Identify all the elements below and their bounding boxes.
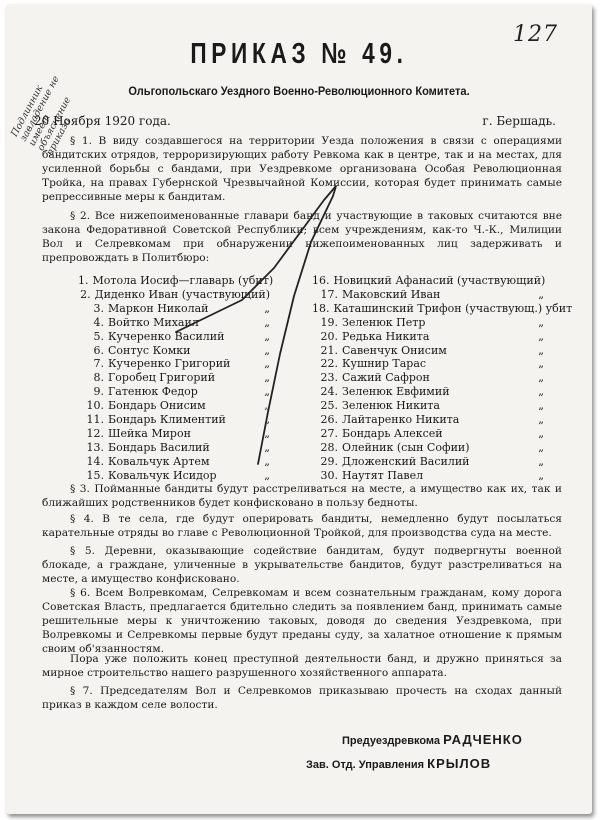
wanted-person-number: 2. [80,287,91,301]
wanted-person-name: Новицкий Афанасий (участвующий) [333,274,546,287]
wanted-person-row [312,413,562,427]
ditto-mark [273,274,291,288]
ditto-mark: „ [264,329,270,343]
ditto-mark: „ [538,468,544,482]
order-place: г. Бершадь. [482,114,556,128]
wanted-person-name: Дложенский Василий [342,454,470,468]
wanted-person-number: 4. [93,315,104,329]
wanted-person-name: Горобец Григорий [108,371,216,385]
wanted-person-name: Бондарь Алексей [342,426,443,440]
wanted-person-row [312,274,562,288]
wanted-person-number: 18. [312,301,330,315]
wanted-person-number: 15. [86,468,104,482]
wanted-person-number: 6. [93,343,104,357]
wanted-person-row [312,427,562,441]
wanted-person-name: Редька Никита [342,329,430,343]
wanted-person-row [78,344,288,358]
wanted-list-right [312,274,573,483]
wanted-person-row [312,330,562,344]
wanted-person-number: 26. [320,413,338,427]
ditto-mark: „ [538,343,544,357]
wanted-person-number: 24. [320,385,338,399]
ditto-mark: „ [264,385,270,399]
wanted-person-number: 21. [320,343,338,357]
wanted-person-name: Сонтус Комки [108,343,191,357]
wanted-person-row [312,469,562,483]
wanted-person-number: 13. [86,440,104,454]
ditto-mark: „ [264,399,270,413]
wanted-person-name: Зеленюк Никита [342,399,440,413]
paragraph-7: § 7. Председателям Вол и Селревкомов приказываю прочесть на сходах данный приказ в каждом селе волости. [42,685,562,711]
paragraph-5: § 5. Деревни, оказывающие содействие бандитам, будут подвергнуты военной блокаде, а граждане, уличенные в укрывательстве бандитов, будут разстреливаться на месте, а имущество конфисковано. [42,545,562,585]
wanted-person-row [78,302,288,316]
wanted-person-name: Ковальчук Артем [108,454,210,468]
signature-chairman-role: Предуездревкома [342,735,441,747]
wanted-person-row [312,441,562,455]
ditto-mark: „ [538,399,544,413]
wanted-person-name: Гатенюк Федор [108,385,198,399]
wanted-person-row [312,316,562,330]
wanted-person-number: 28. [320,440,338,454]
ditto-mark [545,274,563,288]
wanted-person-name: Олейник (сын Софии) [342,440,470,454]
wanted-person-name: Каташинский Трифон (участвующ.) убит [333,301,573,315]
wanted-person-number: 17. [320,287,338,301]
wanted-person-name: Зеленюк Петр [342,315,426,329]
wanted-person-row [78,469,288,483]
wanted-person-name: Бондарь Василий [108,440,210,454]
wanted-person-row [312,385,562,399]
wanted-person-row [312,288,562,302]
paragraph-4: § 4. В те села, где будут оперировать бандиты, немедленно будут посылаться карательные отряды во главе с Революционной Тройкой, для производства суда на месте. [42,513,562,539]
ditto-mark: „ [264,301,270,315]
ditto-mark: „ [264,440,270,454]
wanted-person-row [78,316,288,330]
wanted-person-row [312,455,562,469]
wanted-person-name: Кучеренко Василий [108,329,225,343]
wanted-person-name: Кушнир Тарас [342,357,427,371]
ditto-mark: „ [264,426,270,440]
wanted-person-row [78,385,288,399]
paragraph-6: § 6. Всем Волревкомам, Селревкомам и всем сознательным гражданам, кому дорога Советская Власть, предлагается бдительно следить за появлением банд, принимать самые решительные меры к уничтожению таковых, доводя до сведения Уездревкома, при Волревкомы и Селревкомы первые будут преданы суду, за халатное отношение к прямым своим об'язанностям. [42,587,562,655]
ditto-mark: „ [538,454,544,468]
wanted-person-number: 16. [312,274,330,287]
handwritten-margin-note: Подлинник завладение не имеет объяснение приказа [9,74,74,158]
wanted-person-number: 25. [320,399,338,413]
ditto-mark: „ [264,413,270,427]
wanted-person-row [78,330,288,344]
wanted-person-name: Зеленюк Евфимий [342,385,450,399]
document-page [6,4,592,814]
signature-chairman [342,732,523,747]
wanted-person-name: Ковальчук Исидор [108,468,217,482]
wanted-person-number: 14. [86,454,104,468]
order-date: 20 Ноября 1920 года. [34,114,171,128]
wanted-person-number: 1. [78,274,89,287]
wanted-person-name: Маковский Иван [342,287,441,301]
wanted-person-number: 9. [93,385,104,399]
wanted-person-name: Бондарь Климентий [108,413,226,427]
ditto-mark: „ [538,440,544,454]
wanted-person-number: 20. [320,329,338,343]
signature-head-role: Зав. Отд. Управления [306,759,425,771]
ditto-mark: „ [538,315,544,329]
ditto-mark: „ [264,315,270,329]
ditto-mark: „ [538,357,544,371]
wanted-person-row [312,371,562,385]
wanted-person-number: 5. [93,329,104,343]
paragraph-appeal: Пора уже положить конец преступной деятельности банд, и дружно приняться за мирное строительство нашего разрушенного хозяйственного аппарата. [42,653,562,679]
wanted-person-name: Мотола Иосиф—главарь (убит) [92,274,274,287]
ditto-mark: „ [538,426,544,440]
wanted-person-name: Маркон Николай [108,301,209,315]
wanted-person-row [78,357,288,371]
wanted-person-name: Наутят Павел [342,468,424,482]
wanted-person-row [78,455,288,469]
wanted-person-name: Бондарь Онисим [108,399,206,413]
wanted-person-row [312,344,562,358]
wanted-person-row [312,357,562,371]
wanted-person-number: 30. [320,468,338,482]
wanted-person-row [78,427,288,441]
ditto-mark: „ [538,385,544,399]
wanted-person-number: 10. [86,399,104,413]
wanted-person-number: 3. [93,301,104,315]
signature-head-name: КРЫЛОВ [427,756,492,771]
wanted-person-number: 22. [320,357,338,371]
wanted-person-number: 29. [320,454,338,468]
wanted-person-row [78,274,288,288]
wanted-person-name: Шейка Мирон [108,426,191,440]
wanted-person-name: Диденко Иван (участвующий) [94,287,270,301]
ditto-mark: „ [264,371,270,385]
wanted-person-number: 19. [320,315,338,329]
wanted-person-row [78,399,288,413]
signature-head [306,756,491,771]
ditto-mark: „ [264,454,270,468]
wanted-person-row [78,441,288,455]
paragraph-1: § 1. В виду создавшегося на территории Уезда положения в связи с операциями бандитских отрядов, терроризирующих работу Ревкома как в центре, так и на местах, для усиленной борьбы с бандами, при Уездревкоме организована Особая Революционная Тройка, на правах Губернской Чрезвычайной Комиссии, которая будет принимать самые репрессивные меры к бандитам. [42,135,562,203]
wanted-person-name: Сажий Сафрон [342,371,430,385]
ditto-mark [572,302,590,316]
wanted-person-name: Кучеренко Григорий [108,357,231,371]
wanted-person-row [312,399,562,413]
wanted-person-name: Лайтаренко Никита [342,413,460,427]
ditto-mark: „ [538,287,544,301]
wanted-person-row [312,301,573,316]
wanted-person-number: 12. [86,426,104,440]
wanted-person-number: 23. [320,371,338,385]
ditto-mark: „ [538,329,544,343]
wanted-person-number: 7. [93,357,104,371]
wanted-list-left [78,274,288,483]
ditto-mark: „ [264,468,270,482]
wanted-person-name: Войтко Михаил [108,315,199,329]
ditto-mark: „ [538,413,544,427]
ditto-mark [270,288,288,302]
order-subtitle: Ольгопольскаго Уездного Военно-Революционного Комитета. [128,84,470,98]
ditto-mark: „ [538,371,544,385]
wanted-person-number: 27. [320,426,338,440]
wanted-person-row [78,288,288,302]
wanted-person-row [78,371,288,385]
ditto-mark: „ [264,357,270,371]
paragraph-2: § 2. Все нижепоименованные главари банд и участвующие в таковых считаются вне закона Федоративной Советской Республики; всем учреждениям, как-то Ч.-К., Милиции Вол и Селревкомам при обнаружении нижепоименованных лиц задерживать и препровождать в Политбюро: [42,210,562,264]
order-title: ПРИКАЗ № 49. [190,38,408,70]
wanted-person-number: 8. [93,371,104,385]
wanted-person-row [78,413,288,427]
wanted-person-name: Савенчук Онисим [342,343,447,357]
page-number: 127 [513,22,558,47]
ditto-mark: „ [264,343,270,357]
wanted-person-number: 11. [86,413,104,427]
signature-chairman-name: РАДЧЕНКО [443,732,523,747]
paragraph-3: § 3. Пойманные бандиты будут расстреливаться на месте, а имущество как их, так и ближайших родственников будет конфисковано в пользу бедноты. [42,483,562,509]
